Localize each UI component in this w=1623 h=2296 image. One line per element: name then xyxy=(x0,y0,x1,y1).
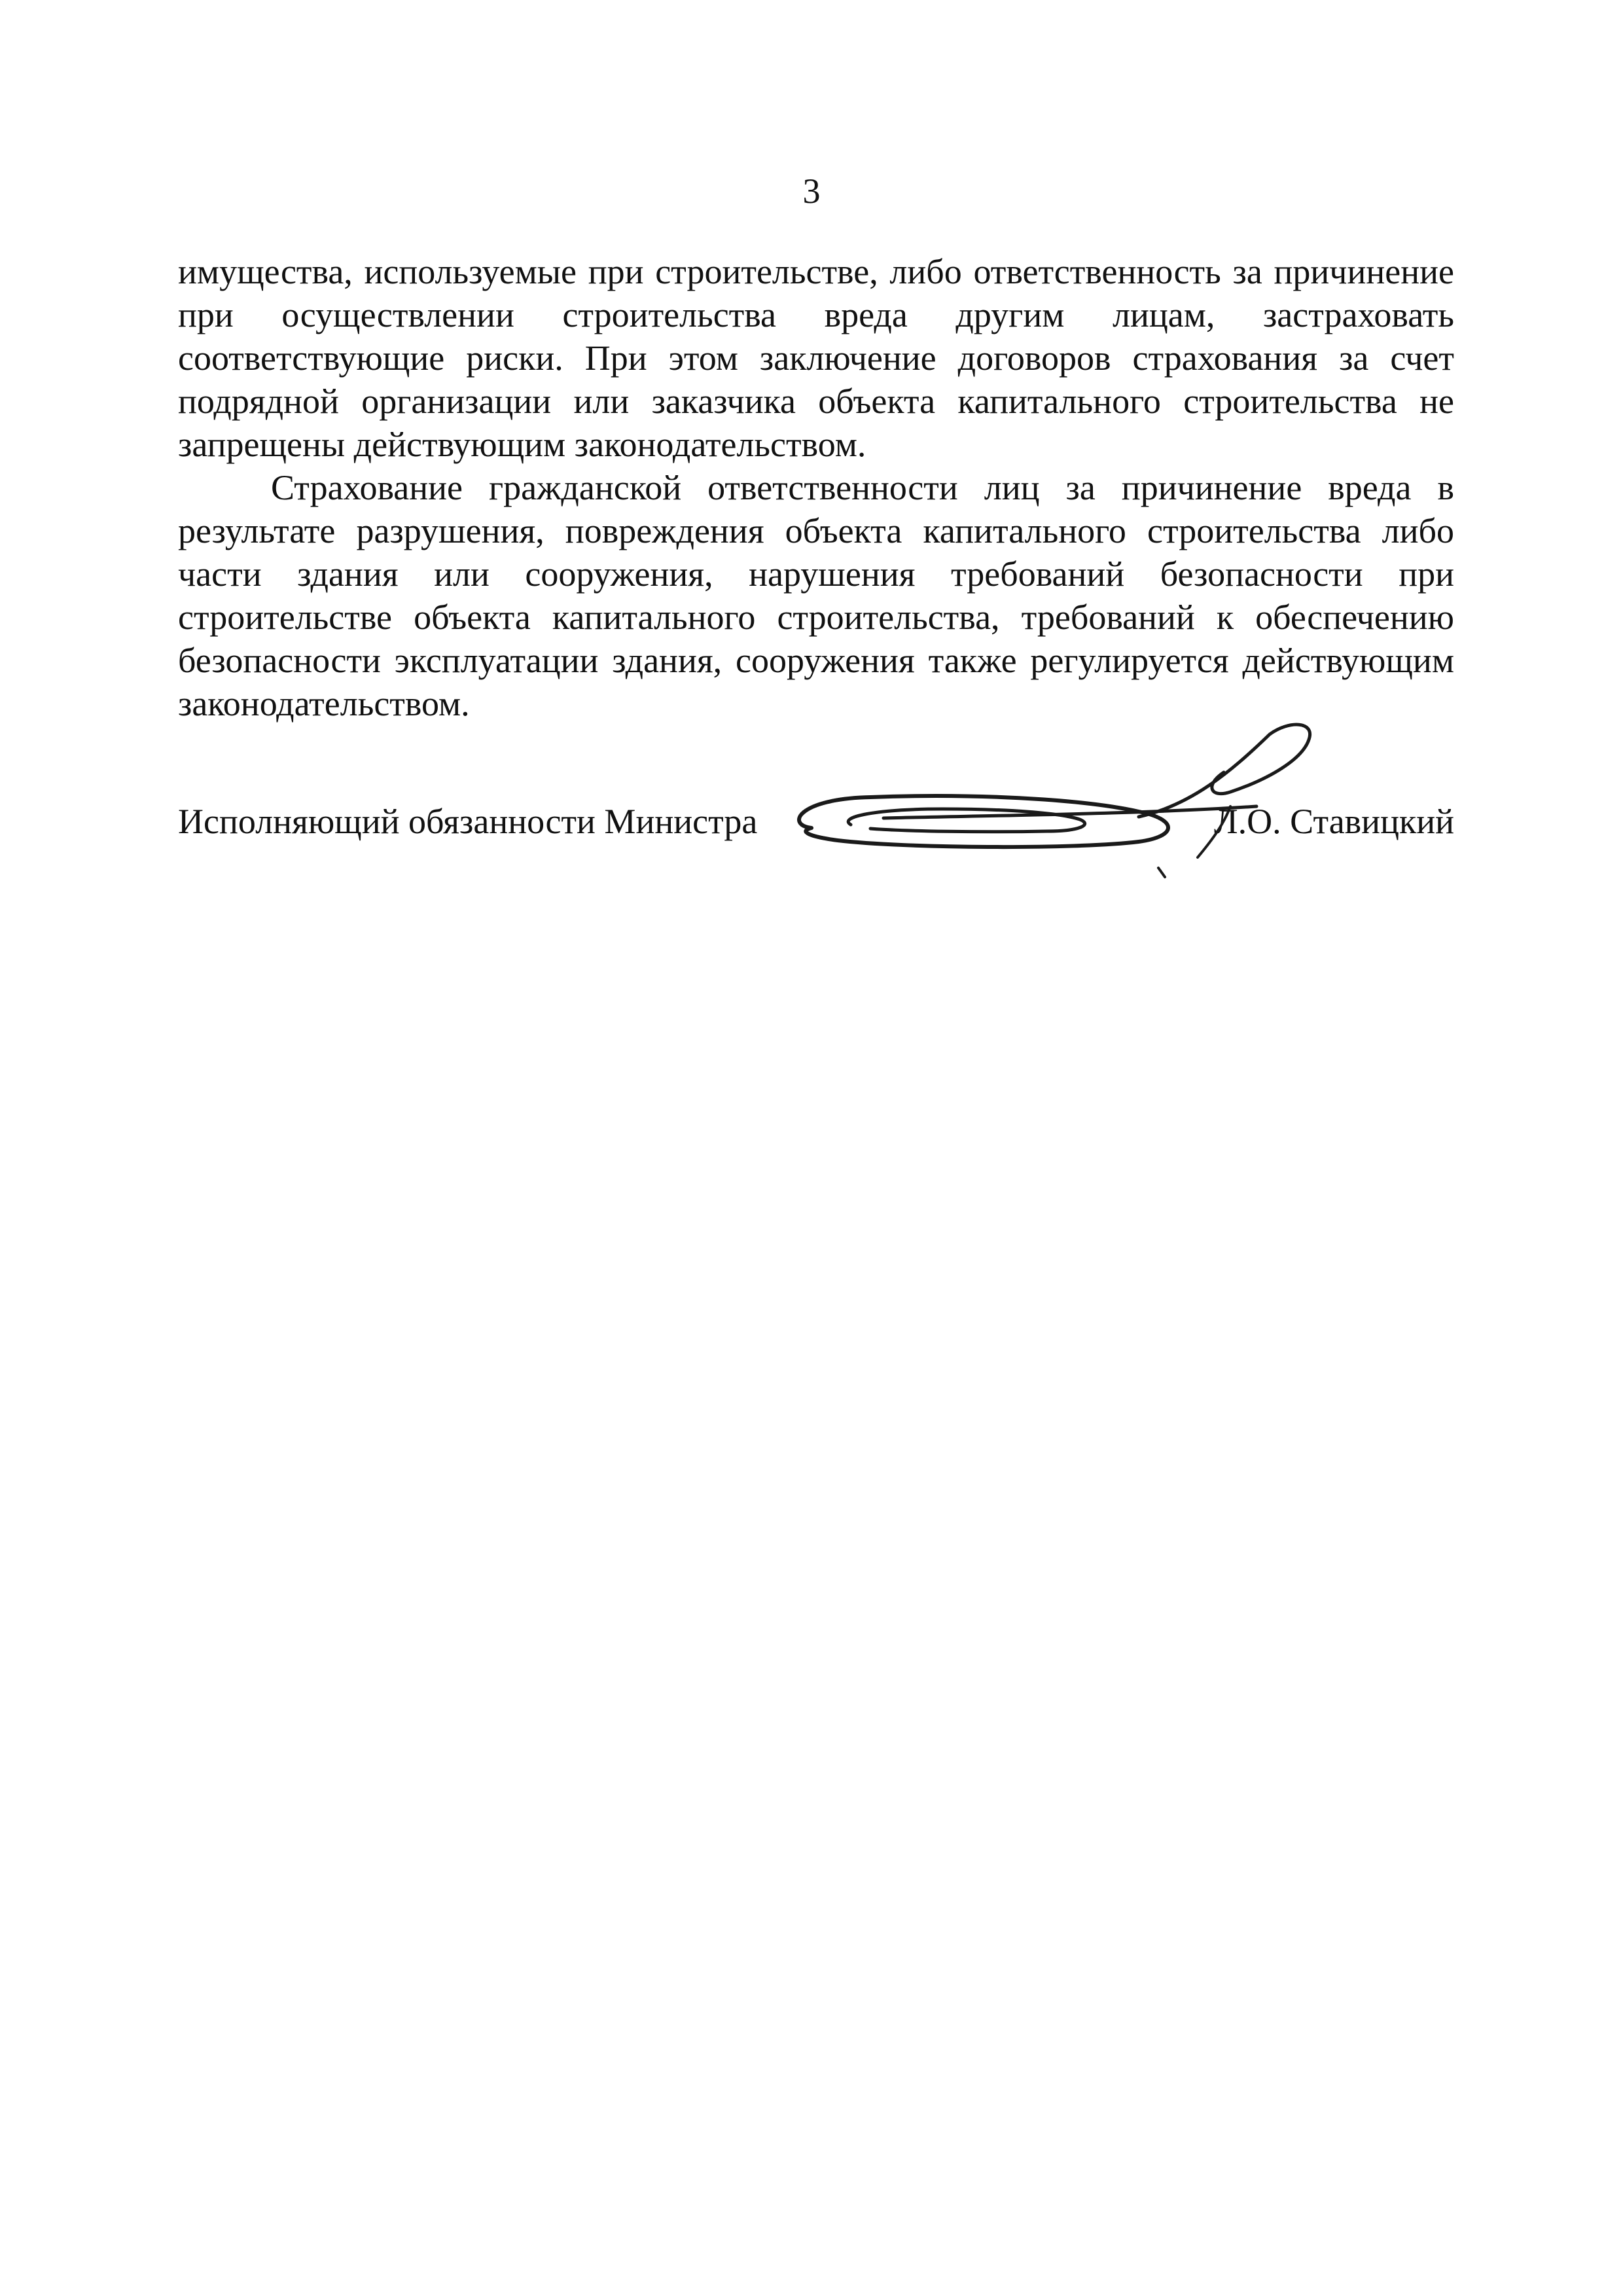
paragraph-continuation: имущества, используемые при строительстве, либо ответственность за причинение при осуществлении строительства вреда другим лицам, застраховать соответствующие риски. При этом заключение договоров страхования за счет подрядной организации или заказчика объекта капитального строительства не запрещены действующим законодательством. xyxy=(178,252,1454,464)
signatory-position: Исполняющий обязанности Министра xyxy=(178,802,758,841)
paragraph-liability-insurance: Страхование гражданской ответственности лиц за причинение вреда в результате разрушения, повреждения объекта капитального строительства либо части здания или сооружения, нарушения требований безопасности при строительстве объекта капитального строительства, требований к обеспечению безопасности эксплуатации здания, сооружения также регулируется действующим законодательством. xyxy=(178,468,1454,723)
handwritten-signature-icon xyxy=(772,720,1335,890)
document-body xyxy=(178,250,1454,725)
page-number: 3 xyxy=(802,171,821,211)
signatory-name: Л.О. Ставицкий xyxy=(1214,802,1454,841)
